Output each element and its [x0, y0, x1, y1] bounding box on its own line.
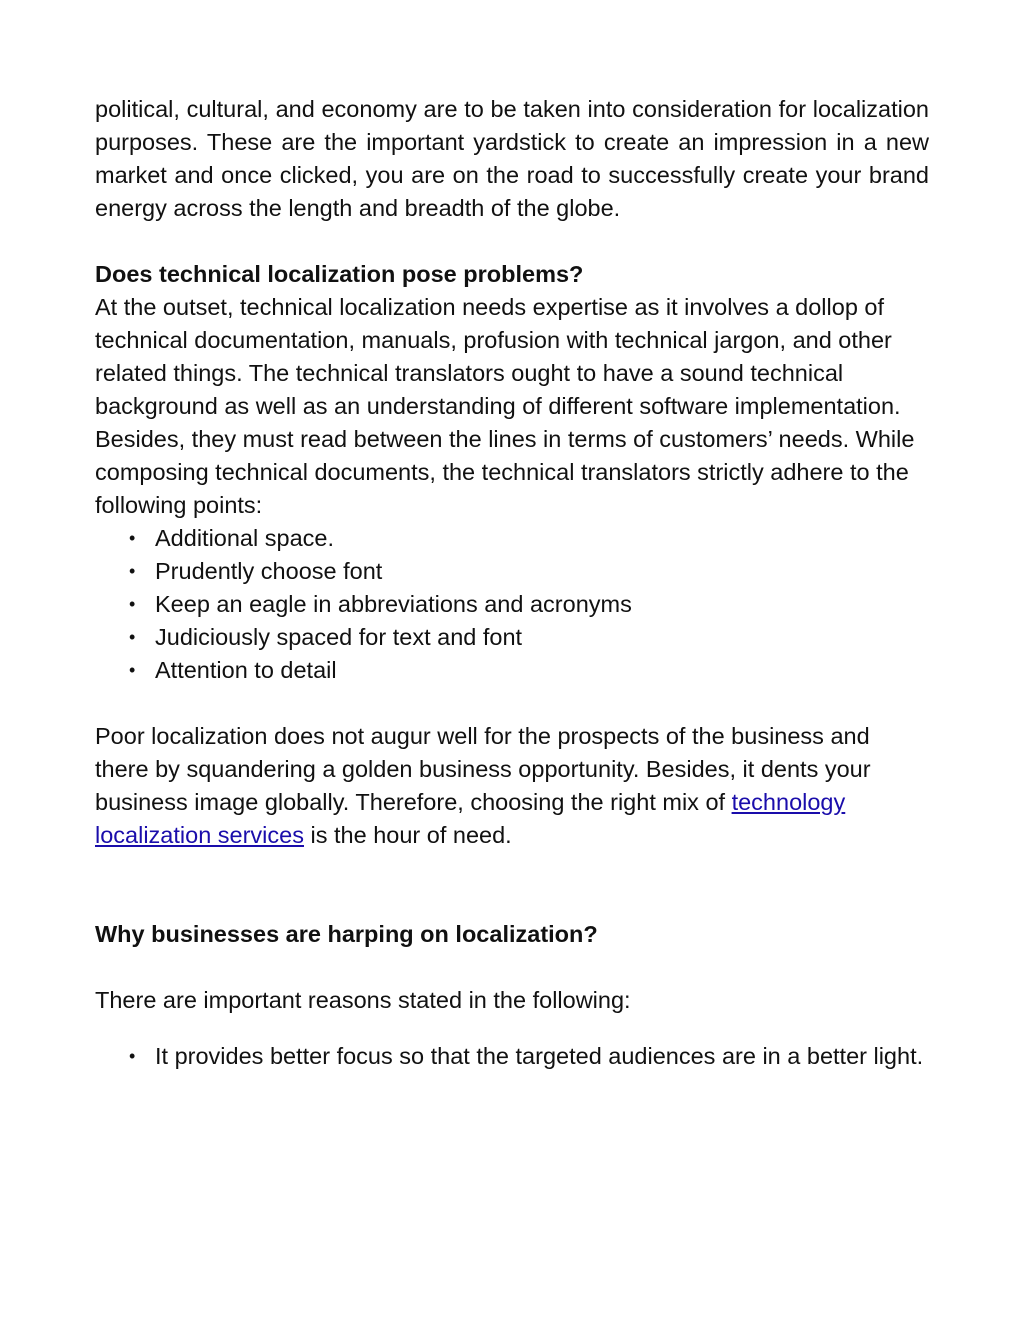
spacer: [95, 1017, 929, 1042]
list-item: [95, 621, 929, 654]
bullet-icon: •: [129, 528, 136, 548]
section-body-technical-localization: At the outset, technical localization needs expertise as it involves a dollop of technical documentation, manuals, profusion with technical jargon, and other related things. The technical translators ought to have a sound technical background as well as an understanding of different software implementation. Besides, they must read between the lines in terms of customers’ needs. While composing technical documents, the technical translators strictly adhere to the following points:: [95, 294, 915, 518]
bullet-icon: •: [129, 660, 136, 680]
list-item-text: It provides better focus so that the targeted audiences are in a better light.: [155, 1043, 924, 1069]
section-heading-why-localization: Why businesses are harping on localization?: [95, 921, 598, 947]
list-item-text: Keep an eagle in abbreviations and acronyms: [155, 591, 632, 617]
section-heading-technical-localization: Does technical localization pose problems?: [95, 261, 584, 287]
list-item: [95, 654, 929, 687]
bullet-icon: •: [129, 1046, 136, 1066]
bullet-icon: •: [129, 594, 136, 614]
technical-points-list: [95, 522, 929, 687]
spacer: [95, 225, 929, 258]
list-item: [95, 522, 929, 555]
list-item: [95, 1042, 929, 1070]
intro-paragraph: political, cultural, and economy are to be taken into consideration for localization purposes. These are the important yardstick to create an impression in a new market and once clicked, you are on the road to successfully create your brand energy across the length and breadth of the globe.: [95, 96, 929, 221]
spacer: [95, 951, 929, 984]
list-item-text: Judiciously spaced for text and font: [155, 624, 523, 650]
bullet-icon: •: [129, 627, 136, 647]
bullet-icon: •: [129, 561, 136, 581]
closing-text-before-link: Poor localization does not augur well for the prospects of the business and there by squandering a golden business opportunity. Besides, it dents your business image globally. Therefore, choosing the right mix of: [95, 723, 871, 815]
list-item-text: Additional space.: [155, 525, 334, 551]
spacer: [95, 852, 929, 918]
list-item: [95, 588, 929, 621]
list-item-text: Prudently choose font: [155, 558, 383, 584]
closing-text-after-link: is the hour of need.: [303, 822, 512, 848]
reasons-list: [95, 1042, 929, 1070]
closing-paragraph: [95, 720, 929, 852]
technology-localization-services-link[interactable]: technology localization services: [95, 789, 846, 848]
list-item-text: Attention to detail: [155, 657, 337, 683]
section-intro-reasons: There are important reasons stated in the following:: [95, 987, 631, 1013]
spacer: [95, 687, 929, 720]
list-item: [95, 555, 929, 588]
document-page: [95, 93, 929, 1070]
